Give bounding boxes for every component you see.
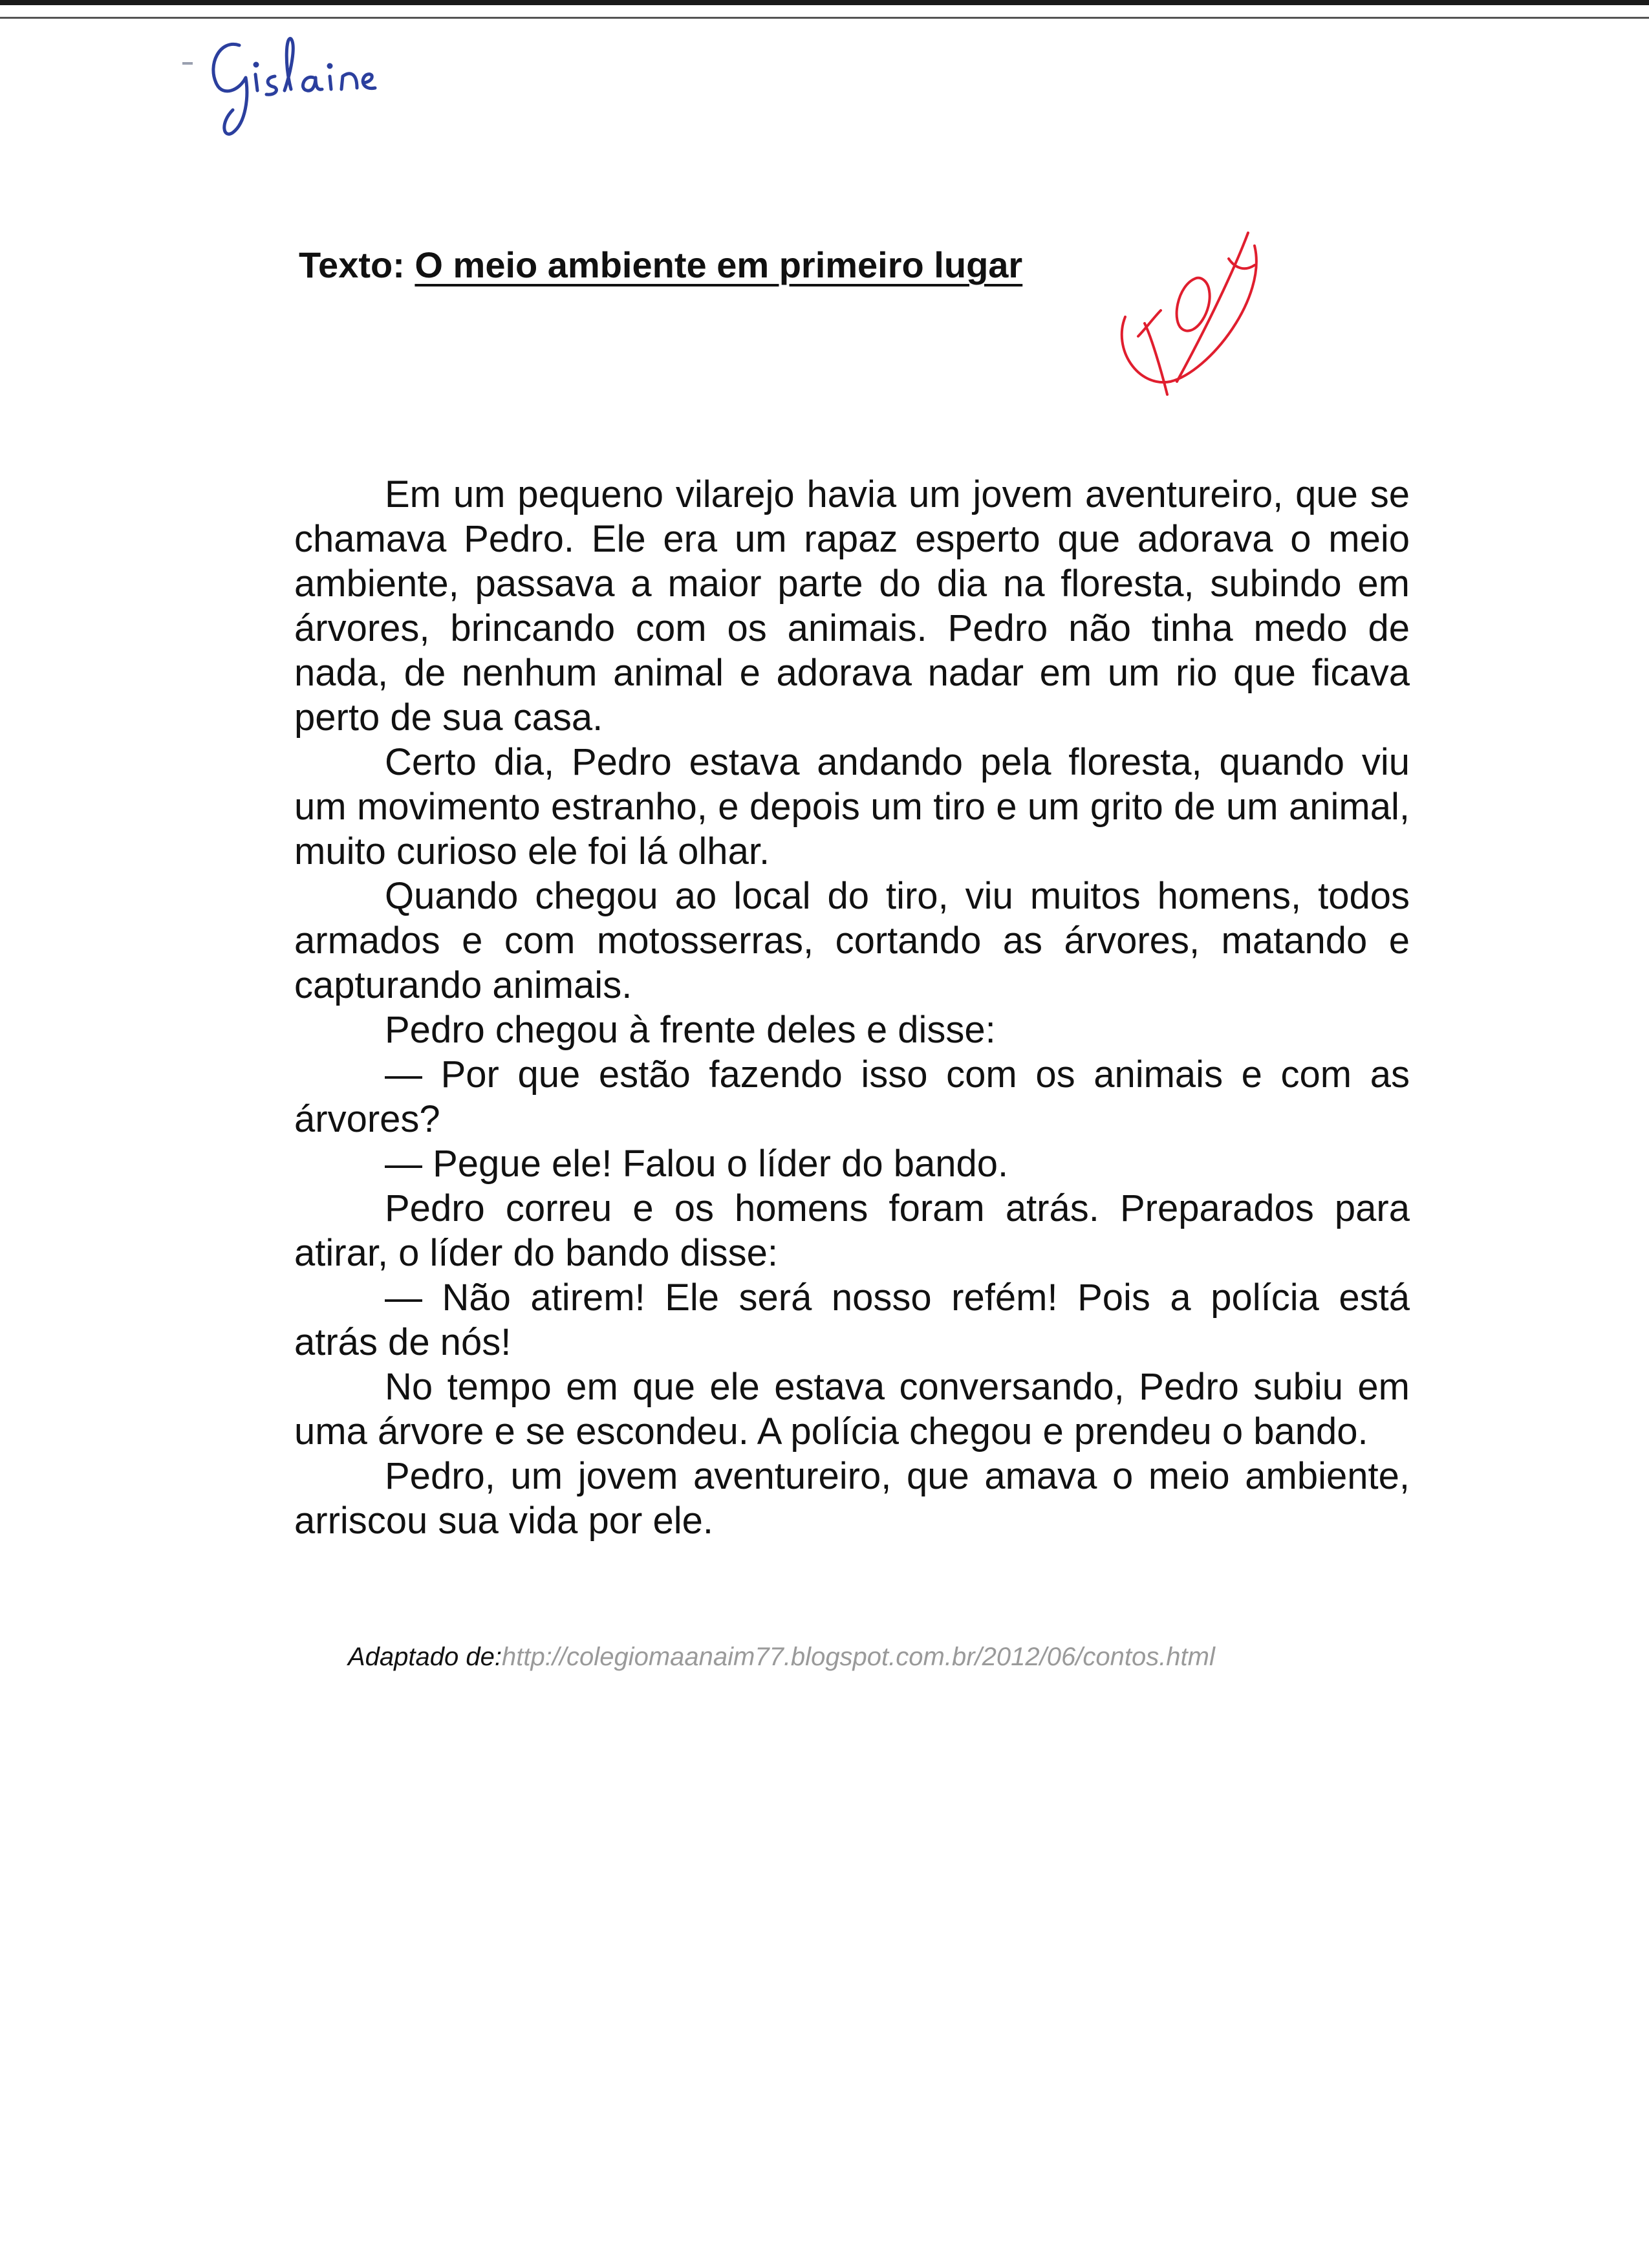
grade-mark	[1099, 220, 1293, 414]
story-dialogue: — Não atirem! Ele será nosso refém! Pois a polícia está atrás de nós!	[294, 1277, 1410, 1363]
story-dialogue: — Por que estão fazendo isso com os animais e com as árvores?	[294, 1053, 1410, 1140]
source-url: http://colegiomaanaim77.blogspot.com.br/2012/06/contos.html	[502, 1643, 1215, 1671]
story-paragraph: Pedro, um jovem aventureiro, que amava o meio ambiente, arriscou sua vida por ele.	[294, 1455, 1410, 1542]
story-paragraph: Certo dia, Pedro estava andando pela floresta, quando viu um movimento estranho, e depois um tiro e um grito de um animal, muito curioso ele foi lá olhar.	[294, 741, 1410, 872]
signature-dash	[182, 62, 193, 65]
text-title	[299, 243, 1022, 286]
scan-top-edge	[0, 0, 1649, 5]
story-body	[294, 472, 1410, 1543]
scan-line	[0, 17, 1649, 19]
title-name: O meio ambiente em primeiro lugar	[415, 244, 1023, 285]
story-dialogue: — Pegue ele! Falou o líder do bando.	[385, 1143, 1009, 1185]
story-paragraph: Pedro chegou à frente deles e disse:	[385, 1009, 996, 1051]
handwritten-signature	[194, 26, 414, 142]
source-attribution	[348, 1643, 1415, 1672]
story-paragraph: Quando chegou ao local do tiro, viu muitos homens, todos armados e com motosserras, cortando as árvores, matando e capturando animais.	[294, 875, 1410, 1006]
source-label: Adaptado de:	[348, 1643, 502, 1671]
story-paragraph: Em um pequeno vilarejo havia um jovem aventureiro, que se chamava Pedro. Ele era um rapaz esperto que adorava o meio ambiente, passava a maior parte do dia na floresta, subindo em árvores, brincando com os animais. Pedro não tinha medo de nada, de nenhum animal e adorava nadar em um rio que ficava perto de sua casa.	[294, 473, 1410, 739]
story-paragraph: No tempo em que ele estava conversando, Pedro subiu em uma árvore e se escondeu. A polícia chegou e prendeu o bando.	[294, 1366, 1410, 1453]
title-label: Texto:	[299, 244, 405, 285]
story-paragraph: Pedro correu e os homens foram atrás. Preparados para atirar, o líder do bando disse:	[294, 1187, 1410, 1274]
